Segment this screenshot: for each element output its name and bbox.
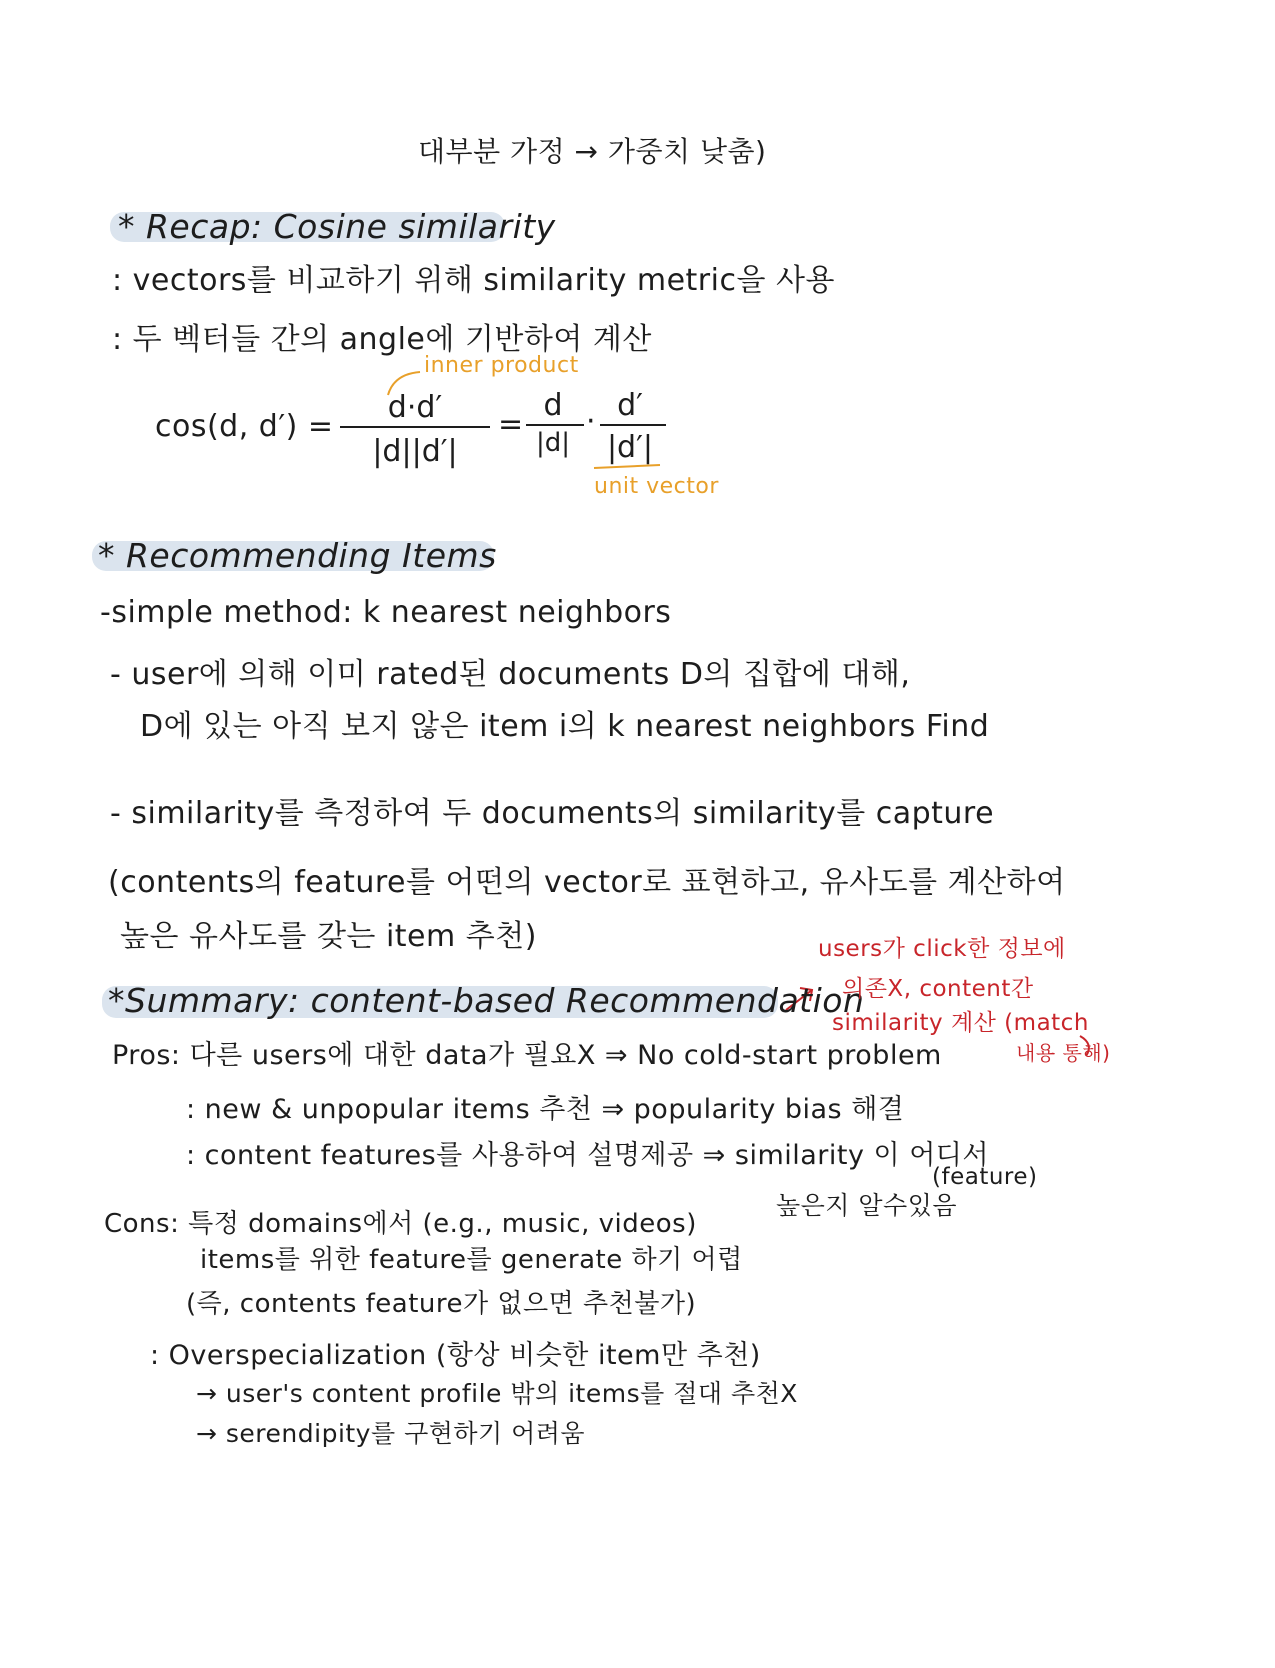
- recommending-line-6: 높은 유사도를 갖는 item 추천): [120, 919, 537, 954]
- formula-dot: ·: [586, 404, 597, 439]
- frac2-denominator: |d|: [535, 428, 571, 458]
- recap-title: * Recap: Cosine similarity: [118, 207, 556, 246]
- pros-line-3: : content features를 사용하여 설명제공 ⇒ similarity 이 어디서: [186, 1140, 989, 1171]
- inner-product-note: inner product: [424, 353, 579, 378]
- frac2-bar: [526, 424, 584, 426]
- recommending-line-1: -simple method: k nearest neighbors: [100, 595, 672, 630]
- frac1-numerator: d·d′: [387, 390, 443, 425]
- frac2-numerator: d: [543, 388, 563, 423]
- side-note-2: 의존X, content간: [842, 976, 1034, 1002]
- recommending-line-3: D에 있는 아직 보지 않은 item i의 k nearest neighbors Find: [140, 709, 990, 744]
- frac3-numerator: d′: [617, 388, 643, 423]
- recap-line-1: : vectors를 비교하기 위해 similarity metric을 사용: [112, 263, 835, 298]
- top-note: 대부분 가정 → 가중치 낮춤): [418, 135, 767, 168]
- cons-line-6: → serendipity를 구현하기 어려움: [196, 1419, 586, 1448]
- cons-line-2: items를 위한 feature를 generate 하기 어렵: [200, 1245, 743, 1275]
- cons-line-5: → user's content profile 밖의 items를 절대 추천X: [196, 1379, 798, 1408]
- summary-title: *Summary: content-based Recommendation: [108, 981, 865, 1020]
- recommending-line-4: - similarity를 측정하여 두 documents의 similarity를 capture: [110, 796, 995, 831]
- side-note-3: similarity 계산 (match: [832, 1010, 1089, 1036]
- unit-vector-note: unit vector: [594, 474, 719, 499]
- frac3-bar: [600, 424, 666, 426]
- frac1-bar: [340, 426, 490, 428]
- cons-line-4: : Overspecialization (항상 비슷한 item만 추천): [150, 1340, 761, 1371]
- frac1-denominator: |d||d′|: [372, 434, 458, 469]
- formula-equals: =: [498, 407, 524, 442]
- cons-line-3: (즉, contents feature가 없으면 추천불가): [186, 1289, 697, 1319]
- frac3-denominator: |d′|: [606, 430, 654, 465]
- pros-line-2: : new & unpopular items 추천 ⇒ popularity bias 해결: [186, 1094, 905, 1125]
- cons-line-1: Cons: 특정 domains에서 (e.g., music, videos): [104, 1209, 697, 1239]
- pros-line-3c: 높은지 알수있음: [776, 1191, 957, 1220]
- recommending-title: * Recommending Items: [98, 536, 497, 575]
- formula-lhs: cos(d, d′) =: [155, 409, 334, 444]
- unit-vector-underline: [594, 465, 660, 468]
- pros-line-3b: (feature): [932, 1164, 1038, 1190]
- recommending-line-2: - user에 의해 이미 rated된 documents D의 집합에 대해,: [110, 657, 911, 692]
- side-note-1: users가 click한 정보에: [818, 936, 1066, 962]
- pros-line-1: Pros: 다른 users에 대한 data가 필요X ⇒ No cold-start problem: [112, 1040, 942, 1071]
- recap-line-2: : 두 벡터들 간의 angle에 기반하여 계산: [112, 322, 652, 357]
- side-note-4: 내용 통해): [1016, 1041, 1111, 1065]
- recommending-line-5: (contents의 feature를 어떤의 vector로 표현하고, 유사도를 계산하여: [108, 865, 1066, 900]
